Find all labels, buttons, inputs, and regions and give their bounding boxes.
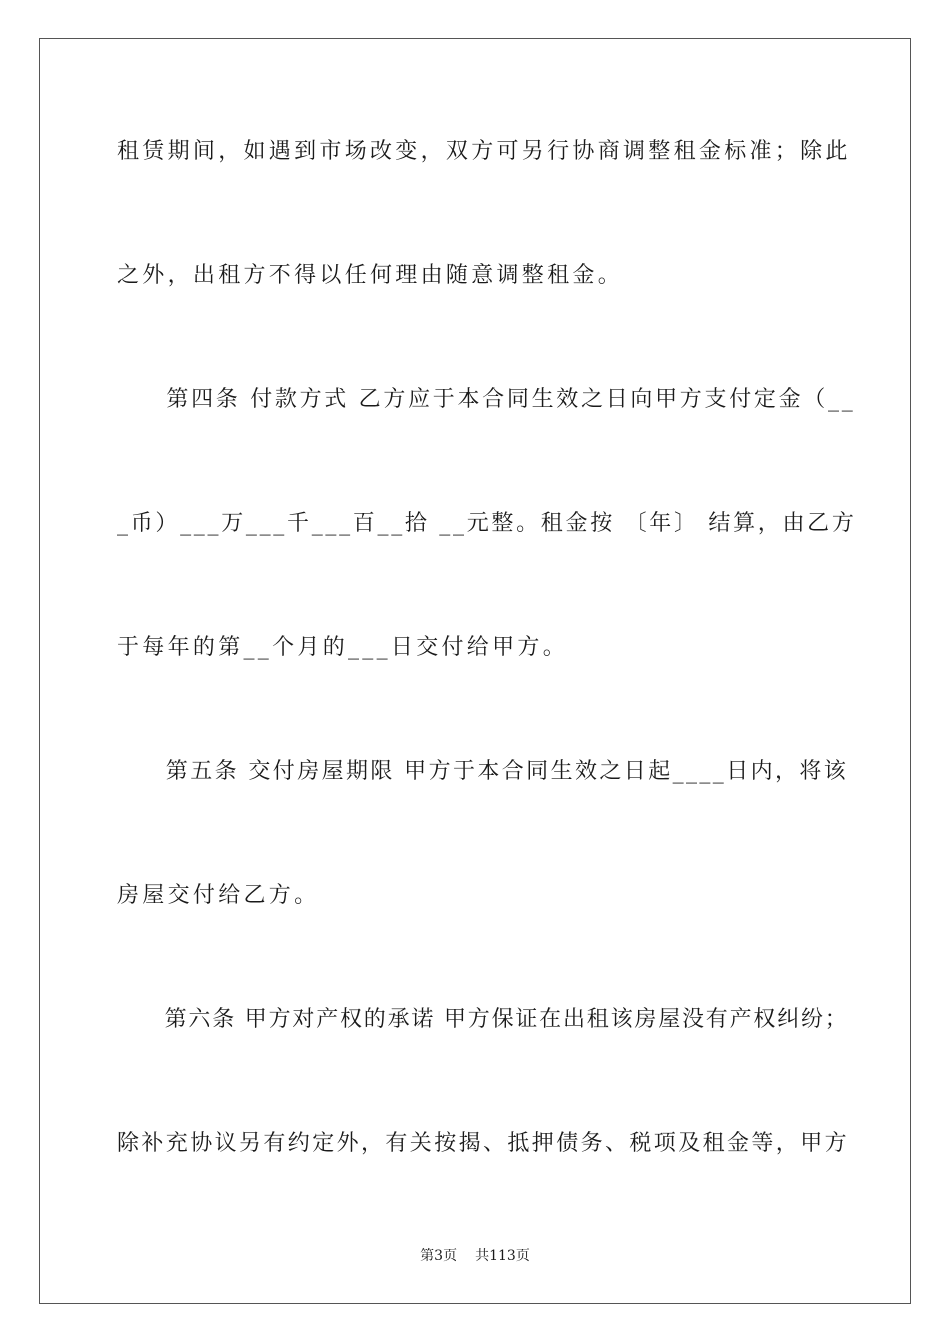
- body-line-1: 租赁期间，如遇到市场改变，双方可另行协商调整租金标准；除此: [117, 139, 851, 164]
- article-4-line-3: 于每年的第__个月的___日交付给甲方。: [117, 635, 569, 660]
- article-5-line-2: 房屋交付给乙方。: [117, 883, 320, 908]
- article-4-line-1: 第四条 付款方式 乙方应于本合同生效之日向甲方支付定金（__: [117, 387, 856, 412]
- current-page-number: 第3页: [420, 1248, 458, 1264]
- body-line-2: 之外，出租方不得以任何理由随意调整租金。: [117, 263, 624, 288]
- page-border: [39, 38, 911, 1304]
- article-6-line-1: 第六条 甲方对产权的承诺 甲方保证在出租该房屋没有产权纠纷；: [117, 1007, 849, 1032]
- page-footer: [0, 1247, 950, 1265]
- article-4-line-2: _币）___万___千___百__拾 __元整。租金按 〔年〕 结算，由乙方: [117, 511, 857, 536]
- total-page-count: 共113页: [475, 1248, 530, 1264]
- article-6-line-2: 除补充协议另有约定外，有关按揭、抵押债务、税项及租金等，甲方: [117, 1131, 850, 1156]
- article-5-line-1: 第五条 交付房屋期限 甲方于本合同生效之日起____日内，将该: [117, 759, 849, 784]
